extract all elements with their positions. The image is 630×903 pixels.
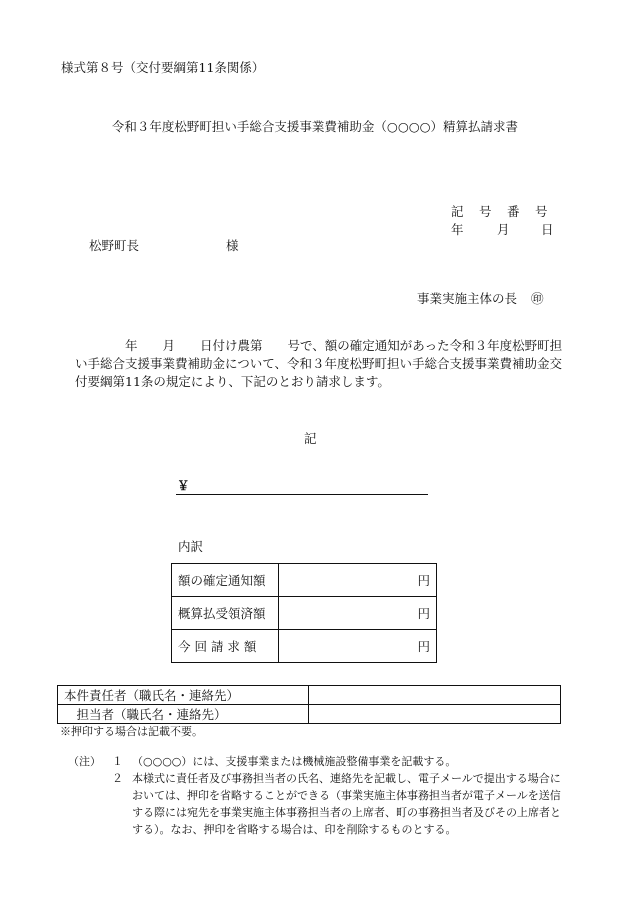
table-row — [58, 686, 561, 705]
table-row — [172, 564, 437, 597]
amount-row-label: 額の確定通知額 — [172, 564, 279, 597]
amount-row-value: 円 — [279, 564, 437, 597]
note-text: 本様式に責任者及び事務担当者の氏名、連絡先を記載し、電子メールで提出する場合においては、押印を省略することができる（事業実施主体事務担当者が電子メールを送信する際には宛先を事業実施主体事務担当者の上席者、町の事務担当者及びその上席者とする）。なお、押印を省略する場合は、印を削除するものとする。 — [132, 772, 561, 836]
amount-row-label: 概算払受領済額 — [172, 597, 279, 630]
request-body-text: 年 月 日付け農第 号で、額の確定通知があった令和３年度松野町担い手総合支援事業費補助金について、令和３年度松野町担い手総合支援事業費補助金交付要綱第11条の規定により、下記のとおり請求します。 — [75, 338, 563, 389]
amount-table — [171, 563, 437, 663]
table-row — [172, 597, 437, 630]
date-year: 年 — [451, 222, 464, 237]
notes-head: （注） — [68, 755, 101, 768]
document-title: 令和３年度松野町担い手総合支援事業費補助金（○○○○）精算払請求書 — [111, 119, 519, 134]
contact-table — [57, 685, 561, 724]
number-char: 号 — [479, 204, 492, 219]
contact-row-label: 担当者（職氏名・連絡先） — [58, 705, 309, 724]
number-char: 号 — [535, 204, 548, 219]
amount-row-value: 円 — [279, 597, 437, 630]
date-month: 月 — [497, 222, 510, 237]
breakdown-label: 内訳 — [178, 539, 204, 554]
note-text: （○○○○）には、支援事業または機械施設整備事業を記載する。 — [132, 755, 457, 768]
amount-line — [176, 477, 428, 495]
addressee-suffix: 様 — [226, 238, 239, 253]
table-row — [172, 630, 437, 663]
applicant-label: 事業実施主体の長 — [417, 291, 518, 306]
contact-row-value — [309, 705, 561, 724]
ki-heading: 記 — [304, 431, 317, 446]
note-item — [68, 753, 568, 770]
number-char: 記 — [451, 204, 464, 219]
note-number: ２ — [112, 772, 123, 785]
number-char: 番 — [507, 204, 520, 219]
amount-row-label: 今 回 請 求 額 — [172, 630, 279, 663]
table-row — [58, 705, 561, 724]
amount-row-value: 円 — [279, 630, 437, 663]
seal-note: ※押印する場合は記載不要。 — [60, 725, 203, 738]
note-item — [68, 770, 568, 838]
form-label: 様式第８号（交付要綱第11条関係） — [61, 60, 265, 75]
seal-mark: ㊞ — [531, 291, 544, 306]
notes-head-spacer — [68, 770, 112, 838]
document-number-row — [451, 202, 548, 220]
yen-sign: ￥ — [177, 478, 190, 493]
notes-section — [68, 753, 568, 838]
note-number: １ — [112, 755, 123, 768]
contact-row-value — [309, 686, 561, 705]
date-day: 日 — [541, 222, 554, 237]
addressee: 松野町長 — [89, 238, 140, 253]
contact-row-label: 本件責任者（職氏名・連絡先） — [58, 686, 309, 705]
date-row — [451, 220, 554, 238]
